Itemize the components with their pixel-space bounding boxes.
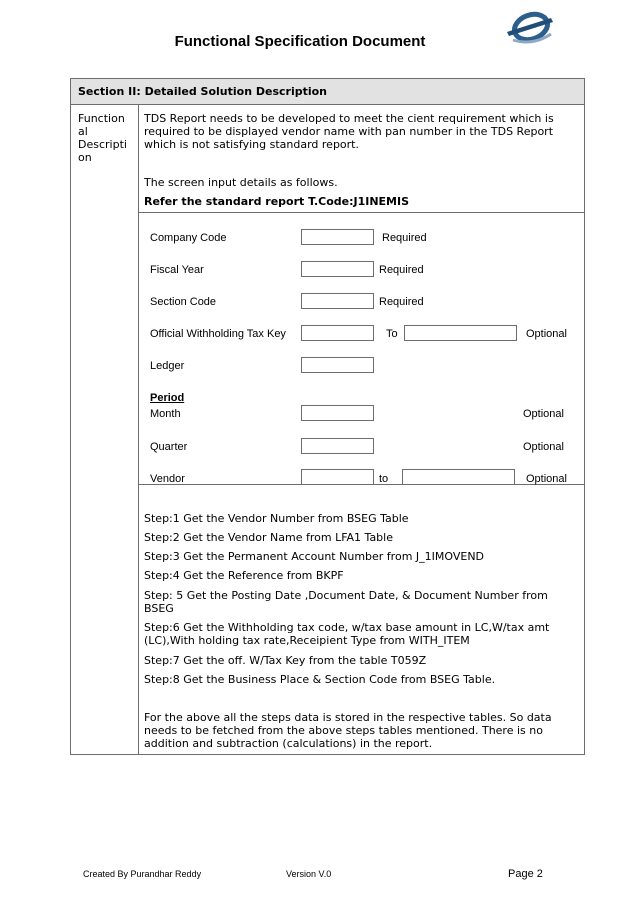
conclusion-line: addition and subtraction (calculations) in the report. <box>144 737 433 750</box>
quarter-label: Quarter <box>150 441 188 453</box>
tax-key-optional: Optional <box>526 328 567 340</box>
conclusion-paragraph <box>144 711 564 750</box>
fiscal-year-label: Fiscal Year <box>150 264 204 276</box>
step-item: Step:1 Get the Vendor Number from BSEG Table <box>144 512 409 525</box>
section-code-input[interactable] <box>301 293 374 309</box>
month-input[interactable] <box>301 405 374 421</box>
document-title: Functional Specification Document <box>174 33 426 50</box>
row-label-line: al <box>78 125 88 138</box>
refer-standard-report: Refer the standard report T.Code:J1INEMIS <box>144 195 410 208</box>
vendor-label: Vendor <box>150 473 185 485</box>
step-item: Step:3 Get the Permanent Account Number from J_1IMOVEND <box>144 550 485 563</box>
step-item: Step: 5 Get the Posting Date ,Document Date, & Document Number from <box>144 589 548 602</box>
tax-key-from-input[interactable] <box>301 325 374 341</box>
section-heading: Section II: Detailed Solution Description <box>71 79 584 105</box>
vendor-optional: Optional <box>526 473 567 485</box>
fiscal-year-required: Required <box>379 264 424 276</box>
selection-screen-box <box>138 212 585 485</box>
fiscal-year-input[interactable] <box>301 261 374 277</box>
section-code-required: Required <box>379 296 424 308</box>
row-label-line: Function <box>78 112 125 125</box>
footer-page-number: Page 2 <box>508 868 543 880</box>
footer-author: Created By Purandhar Reddy <box>83 869 202 879</box>
tax-key-to-input[interactable] <box>404 325 517 341</box>
vendor-from-input[interactable] <box>301 469 374 485</box>
screen-input-text: The screen input details as follows. <box>144 176 338 189</box>
vendor-to-label: to <box>379 473 389 485</box>
intro-line: required to be displayed vendor name with pan number in the TDS Report <box>144 125 554 138</box>
quarter-input[interactable] <box>301 438 374 454</box>
step-item: Step:7 Get the off. W/Tax Key from the table T059Z <box>144 654 427 667</box>
step-item: Step:6 Get the Withholding tax code, w/tax base amount in LC,W/tax amt <box>144 621 550 634</box>
step-item: (LC),With holding tax rate,Receipient Type from WITH_ITEM <box>144 634 470 647</box>
section-code-label: Section Code <box>150 296 217 308</box>
intro-line: TDS Report needs to be developed to meet the cient requirement which is <box>144 112 554 125</box>
company-code-required: Required <box>382 232 427 244</box>
month-label: Month <box>150 408 181 420</box>
tax-key-label: Official Withholding Tax Key <box>150 328 286 340</box>
step-item: Step:8 Get the Business Place & Section Code from BSEG Table. <box>144 673 496 686</box>
company-code-input[interactable] <box>301 229 374 245</box>
company-code-label: Company Code <box>150 232 227 244</box>
conclusion-line: For the above all the steps data is stored in the respective tables. So data <box>144 711 552 724</box>
row-label-functional-description <box>78 112 136 164</box>
tax-key-to-label: To <box>386 328 398 340</box>
step-item: BSEG <box>144 602 174 615</box>
ledger-input[interactable] <box>301 357 374 373</box>
step-item: Step:2 Get the Vendor Name from LFA1 Table <box>144 531 393 544</box>
ledger-label: Ledger <box>150 360 185 372</box>
footer-version: Version V.0 <box>286 869 332 879</box>
conclusion-line: needs to be fetched from the above steps tables mentioned. There is no <box>144 724 543 737</box>
intro-line: which is not satisfying standard report. <box>144 138 359 151</box>
vendor-to-input[interactable] <box>402 469 515 485</box>
row-label-line: on <box>78 151 92 164</box>
period-heading: Period <box>150 392 185 404</box>
step-item: Step:4 Get the Reference from BKPF <box>144 569 344 582</box>
month-optional: Optional <box>523 408 564 420</box>
row-label-line: Descripti <box>78 138 127 151</box>
company-logo-icon <box>505 10 555 46</box>
quarter-optional: Optional <box>523 441 564 453</box>
intro-paragraph <box>144 112 564 151</box>
